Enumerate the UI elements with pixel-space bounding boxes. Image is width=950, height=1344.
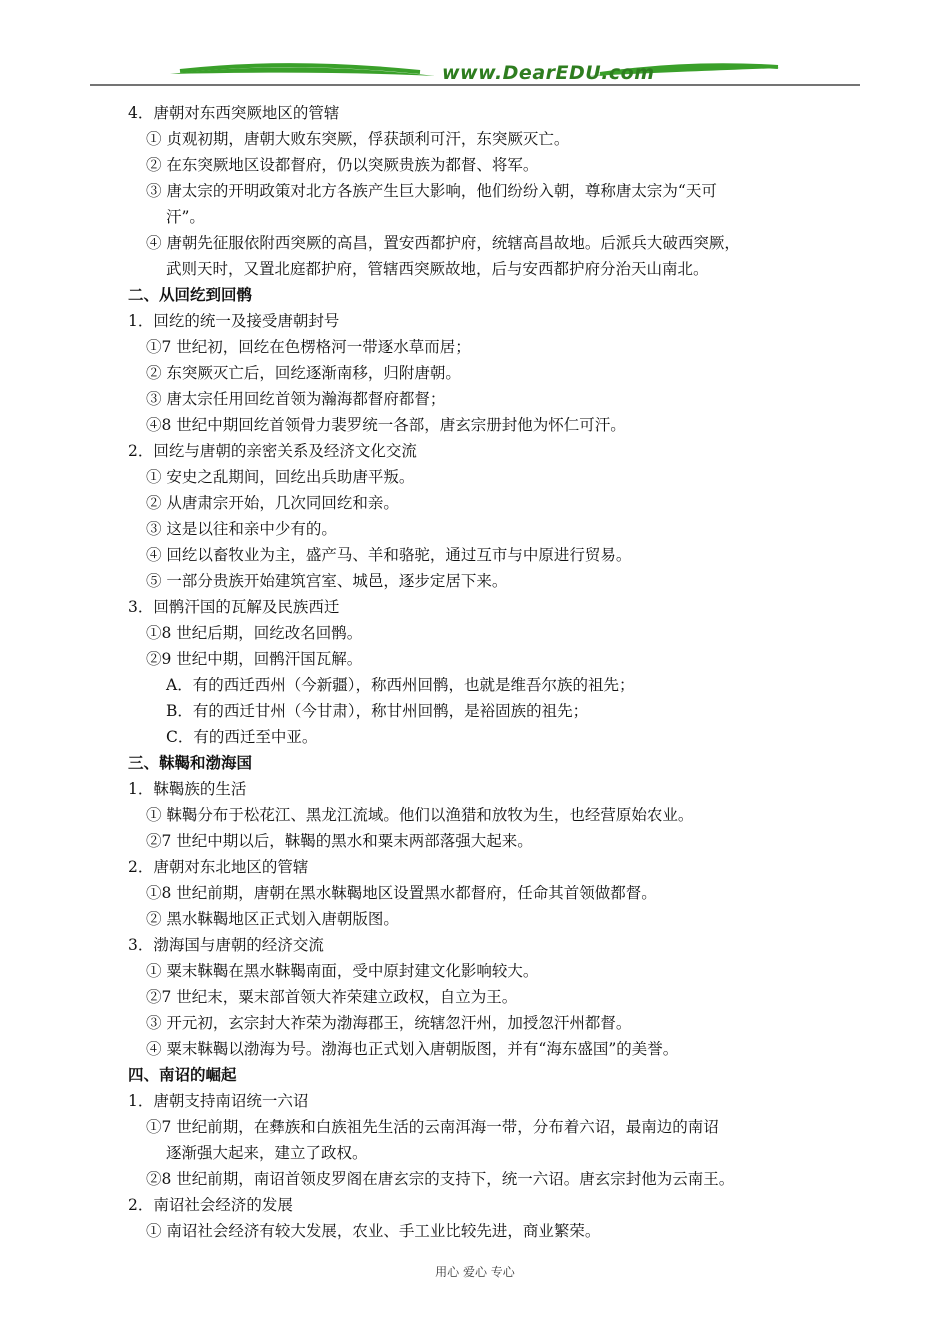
text-line: ③ 开元初，玄宗封大祚荣为渤海郡王，统辖忽汗州，加授忽汗州都督。 (146, 1014, 632, 1032)
text-line: ④ 唐朝先征服依附西突厥的高昌，置安西都护府，统辖高昌故地。后派兵大破西突厥， (146, 234, 740, 252)
text-line: ①8 世纪后期，回纥改名回鹘。 (146, 624, 363, 642)
text-line: ② 东突厥灭亡后，回纥逐渐南移，归附唐朝。 (146, 364, 461, 382)
text-line: ②7 世纪中期以后，靺鞨的黑水和粟末两部落强大起来。 (146, 832, 533, 850)
section-heading: 四、南诏的崛起 (128, 1066, 237, 1084)
text-line: 汗”。 (166, 208, 205, 226)
section-heading: 二、从回纥到回鹘 (128, 286, 253, 304)
text-line: ① 粟末靺鞨在黑水靺鞨南面，受中原封建文化影响较大。 (146, 962, 539, 980)
text-line: ① 靺鞨分布于松花江、黑龙江流域。他们以渔猎和放牧为生，也经营原始农业。 (146, 806, 694, 824)
page-header (90, 58, 860, 90)
text-line: ②7 世纪末，粟末部首领大祚荣建立政权，自立为王。 (146, 988, 518, 1006)
text-line: 2．唐朝对东北地区的管辖 (128, 858, 309, 876)
text-line: 1．回纥的统一及接受唐朝封号 (128, 312, 340, 330)
text-line: ②9 世纪中期，回鹘汗国瓦解。 (146, 650, 363, 668)
site-logo-text[interactable]: www.DearEDU.com (442, 62, 655, 84)
text-line: ② 在东突厥地区设都督府，仍以突厥贵族为都督、将军。 (146, 156, 539, 174)
text-line: 2．南诏社会经济的发展 (128, 1196, 293, 1214)
text-line: ②8 世纪前期，南诏首领皮罗阁在唐玄宗的支持下，统一六诏。唐玄宗封他为云南王。 (146, 1170, 735, 1188)
text-line: ④ 回纥以畜牧业为主，盛产马、羊和骆驼，通过互市与中原进行贸易。 (146, 546, 632, 564)
text-line: C．有的西迁至中亚。 (166, 728, 318, 746)
text-line: 4．唐朝对东西突厥地区的管辖 (128, 104, 340, 122)
text-line: 3．渤海国与唐朝的经济交流 (128, 936, 324, 954)
text-line: ① 安史之乱期间，回纥出兵助唐平叛。 (146, 468, 415, 486)
text-line: 1．唐朝支持南诏统一六诏 (128, 1092, 309, 1110)
text-line: ① 贞观初期，唐朝大败东突厥，俘获颉利可汗，东突厥灭亡。 (146, 130, 570, 148)
text-line: ③ 这是以往和亲中少有的。 (146, 520, 337, 538)
text-line: ①7 世纪初，回纥在色楞格河一带逐水草而居； (146, 338, 471, 356)
text-line: ③ 唐太宗的开明政策对北方各族产生巨大影响，他们纷纷入朝，尊称唐太宗为“天可 (146, 182, 717, 200)
text-line: ① 南诏社会经济有较大发展，农业、手工业比较先进，商业繁荣。 (146, 1222, 601, 1240)
text-line: ④ 粟末靺鞨以渤海为号。渤海也正式划入唐朝版图，并有“海东盛国”的美誉。 (146, 1040, 679, 1058)
section-heading: 三、靺鞨和渤海国 (128, 754, 253, 772)
text-line: ①7 世纪前期，在彝族和白族祖先生活的云南洱海一带，分布着六诏，最南边的南诏 (146, 1118, 719, 1136)
text-line: ② 从唐肃宗开始，几次同回纥和亲。 (146, 494, 399, 512)
text-line: 2．回纥与唐朝的亲密关系及经济文化交流 (128, 442, 417, 460)
page-footer: 用心 爱心 专心 (435, 1265, 515, 1279)
text-line: ③ 唐太宗任用回纥首领为瀚海都督府都督； (146, 390, 446, 408)
text-line: 1．靺鞨族的生活 (128, 780, 247, 798)
text-line: ② 黑水靺鞨地区正式划入唐朝版图。 (146, 910, 399, 928)
text-line: ①8 世纪前期，唐朝在黑水靺鞨地区设置黑水都督府，任命其首领做都督。 (146, 884, 657, 902)
text-line: 武则天时，又置北庭都护府，管辖西突厥故地，后与安西都护府分治天山南北。 (166, 260, 709, 278)
text-line: B．有的西迁甘州（今甘肃），称甘州回鹘，是裕固族的祖先； (166, 702, 589, 720)
text-line: A．有的西迁西州（今新疆），称西州回鹘，也就是维吾尔族的祖先； (166, 676, 635, 694)
text-line: ④8 世纪中期回纥首领骨力裴罗统一各部，唐玄宗册封他为怀仁可汗。 (146, 416, 626, 434)
text-line: 逐渐强大起来，建立了政权。 (166, 1144, 368, 1162)
text-line: ⑤ 一部分贵族开始建筑宫室、城邑，逐步定居下来。 (146, 572, 508, 590)
text-line: 3．回鹘汗国的瓦解及民族西迁 (128, 598, 340, 616)
